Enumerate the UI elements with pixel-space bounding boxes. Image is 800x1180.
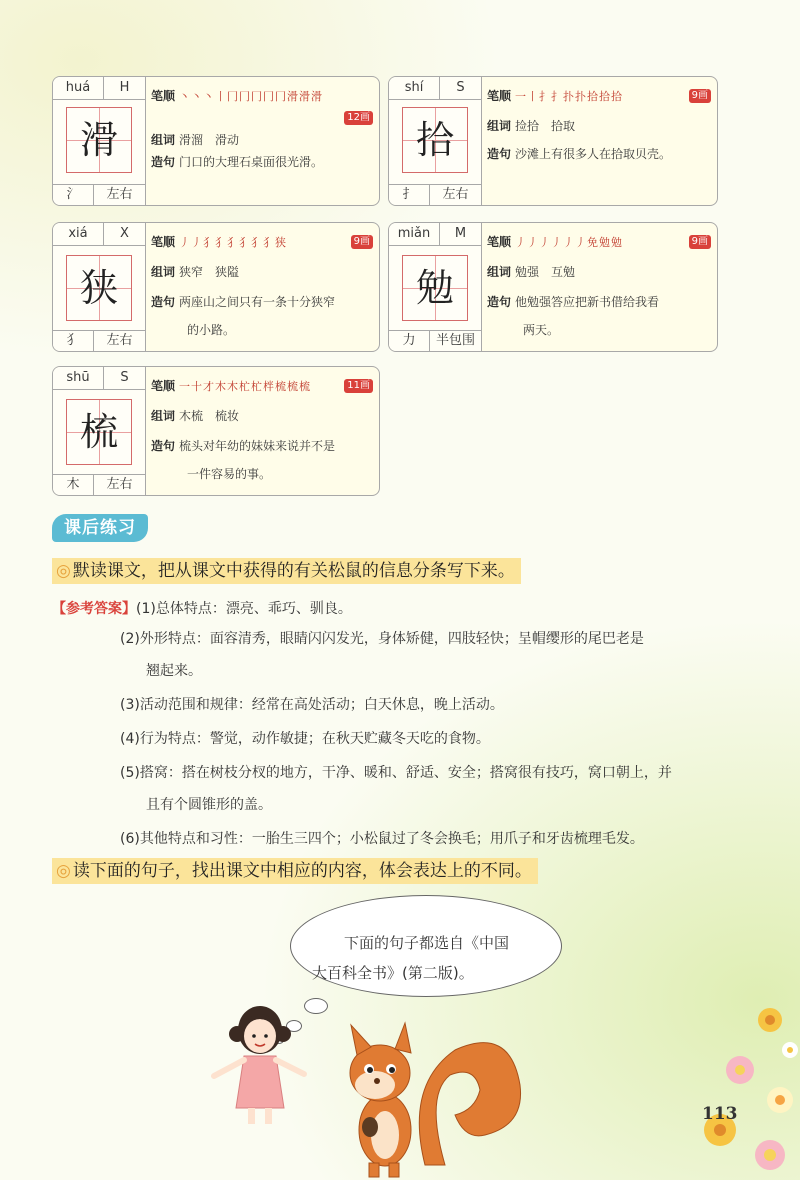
radical: 力 bbox=[389, 331, 430, 351]
sentence-line: 门口的大理石桌面很光滑。 bbox=[179, 155, 324, 169]
structure: 左右 bbox=[106, 333, 133, 348]
pinyin: shū bbox=[53, 367, 104, 389]
page-number: 113 bbox=[702, 1104, 738, 1124]
character: 勉 bbox=[402, 255, 468, 321]
words-label: 组词 bbox=[151, 409, 176, 423]
structure: 左右 bbox=[442, 187, 469, 202]
strokes-label: 笔顺 bbox=[487, 235, 512, 249]
word-examples: 狭窄 狭隘 bbox=[179, 265, 240, 279]
stroke-order: 丿丿丿丿丿丿免勉勉 bbox=[515, 236, 624, 249]
initial-letter: S bbox=[456, 80, 465, 95]
bubble-text-line: 下面的句子都选自《中国 bbox=[344, 934, 510, 952]
char-card-shu bbox=[52, 366, 380, 496]
character: 拾 bbox=[402, 107, 468, 173]
sentence-label: 造句 bbox=[487, 295, 512, 309]
sentence-label: 造句 bbox=[151, 155, 176, 169]
circle-mark-icon: ◎ bbox=[56, 561, 71, 581]
initial-letter: M bbox=[454, 226, 467, 241]
character: 梳 bbox=[66, 399, 132, 465]
answer-block bbox=[52, 594, 760, 624]
strokes-label: 笔顺 bbox=[151, 379, 176, 393]
word-examples: 捡拾 拾取 bbox=[515, 119, 576, 133]
sentence-line: 他勉强答应把新书借给我看 bbox=[515, 295, 660, 309]
sentence-line: 两天。 bbox=[523, 323, 560, 337]
word-examples: 滑溜 滑动 bbox=[179, 133, 240, 147]
strokes-label: 笔顺 bbox=[151, 89, 176, 103]
strokes-label: 笔顺 bbox=[487, 89, 512, 103]
bubble-text-line: 大百科全书》(第二版)。 bbox=[312, 964, 474, 982]
answer-line: (6)其他特点和习性：一胎生三四个；小松鼠过了冬会换毛；用爪子和牙齿梳理毛发。 bbox=[120, 831, 644, 847]
stroke-count-badge: 11画 bbox=[344, 379, 373, 393]
sentence-label: 造句 bbox=[151, 295, 176, 309]
answer-key-label: 【参考答案】 bbox=[52, 601, 136, 617]
answer-line: (2)外形特点：面容清秀，眼睛闪闪发光，身体矫健，四肢轻快；呈帽缨形的尾巴老是 bbox=[120, 631, 644, 647]
answer-line: (5)搭窝：搭在树枝分杈的地方，干净、暖和、舒适、安全；搭窝很有技巧，窝口朝上，并 bbox=[120, 765, 672, 781]
words-label: 组词 bbox=[487, 119, 512, 133]
sentence-line: 梳头对年幼的妹妹来说并不是 bbox=[179, 439, 336, 453]
char-card-mian bbox=[388, 222, 718, 352]
answer-line: 且有个圆锥形的盖。 bbox=[146, 797, 272, 813]
word-examples: 木梳 梳妆 bbox=[179, 409, 240, 423]
pinyin: huá bbox=[53, 77, 104, 99]
char-card-hua bbox=[52, 76, 380, 206]
sentence-label: 造句 bbox=[487, 147, 512, 161]
girl-illustration bbox=[200, 1000, 320, 1130]
question-1: ◎ 默读课文，把从课文中获得的有关松鼠的信息分条写下来。 bbox=[52, 558, 521, 584]
stroke-count-badge: 9画 bbox=[351, 235, 373, 249]
stroke-order: 丶丶丶丨冂冂冂冂冂滑滑滑 bbox=[179, 90, 324, 103]
character: 滑 bbox=[66, 107, 132, 173]
answer-line: (1)总体特点：漂亮、乖巧、驯良。 bbox=[136, 601, 352, 617]
stroke-count-badge: 9画 bbox=[689, 235, 711, 249]
pinyin: xiá bbox=[53, 223, 104, 245]
structure: 左右 bbox=[106, 187, 133, 202]
circle-mark-icon: ◎ bbox=[56, 861, 71, 881]
stroke-order: 一十才木木杧杧柈梳梳梳 bbox=[179, 380, 312, 393]
strokes-label: 笔顺 bbox=[151, 235, 176, 249]
answer-line: 翘起来。 bbox=[146, 663, 202, 679]
initial-letter: H bbox=[119, 80, 130, 95]
radical: 木 bbox=[53, 475, 94, 495]
stroke-order: 丿丿犭犭犭犭犭犭狭 bbox=[179, 236, 288, 249]
sentence-line: 两座山之间只有一条十分狭窄 bbox=[179, 295, 336, 309]
section-title: 课后练习 bbox=[52, 514, 148, 542]
sentence-line: 的小路。 bbox=[187, 323, 236, 337]
initial-letter: S bbox=[120, 370, 129, 385]
radical: 氵 bbox=[53, 185, 94, 205]
radical: 犭 bbox=[53, 331, 94, 351]
character: 狭 bbox=[66, 255, 132, 321]
stroke-count-badge: 9画 bbox=[689, 89, 711, 103]
stroke-order: 一丨扌扌扑扑拾拾拾 bbox=[515, 90, 624, 103]
words-label: 组词 bbox=[151, 265, 176, 279]
question-2: ◎ 读下面的句子，找出课文中相应的内容，体会表达上的不同。 bbox=[52, 858, 538, 884]
sentence-line: 一件容易的事。 bbox=[187, 467, 272, 481]
sentence-label: 造句 bbox=[151, 439, 176, 453]
radical: 扌 bbox=[389, 185, 430, 205]
flowers-decoration bbox=[690, 990, 800, 1180]
words-label: 组词 bbox=[151, 133, 176, 147]
pinyin: shí bbox=[389, 77, 440, 99]
structure: 左右 bbox=[106, 477, 133, 492]
answer-line: (3)活动范围和规律：经常在高处活动；白天休息，晚上活动。 bbox=[120, 697, 504, 713]
char-card-shi bbox=[388, 76, 718, 206]
squirrel-illustration bbox=[325, 1015, 525, 1180]
stroke-count-badge: 12画 bbox=[344, 111, 373, 125]
answer-line: (4)行为特点：警觉，动作敏捷；在秋天贮藏冬天吃的食物。 bbox=[120, 731, 490, 747]
pinyin: miǎn bbox=[389, 223, 440, 245]
initial-letter: X bbox=[120, 226, 129, 241]
words-label: 组词 bbox=[487, 265, 512, 279]
structure: 半包围 bbox=[435, 333, 475, 348]
word-examples: 勉强 互勉 bbox=[515, 265, 576, 279]
sentence-line: 沙滩上有很多人在拾取贝壳。 bbox=[515, 147, 672, 161]
char-card-xia bbox=[52, 222, 380, 352]
